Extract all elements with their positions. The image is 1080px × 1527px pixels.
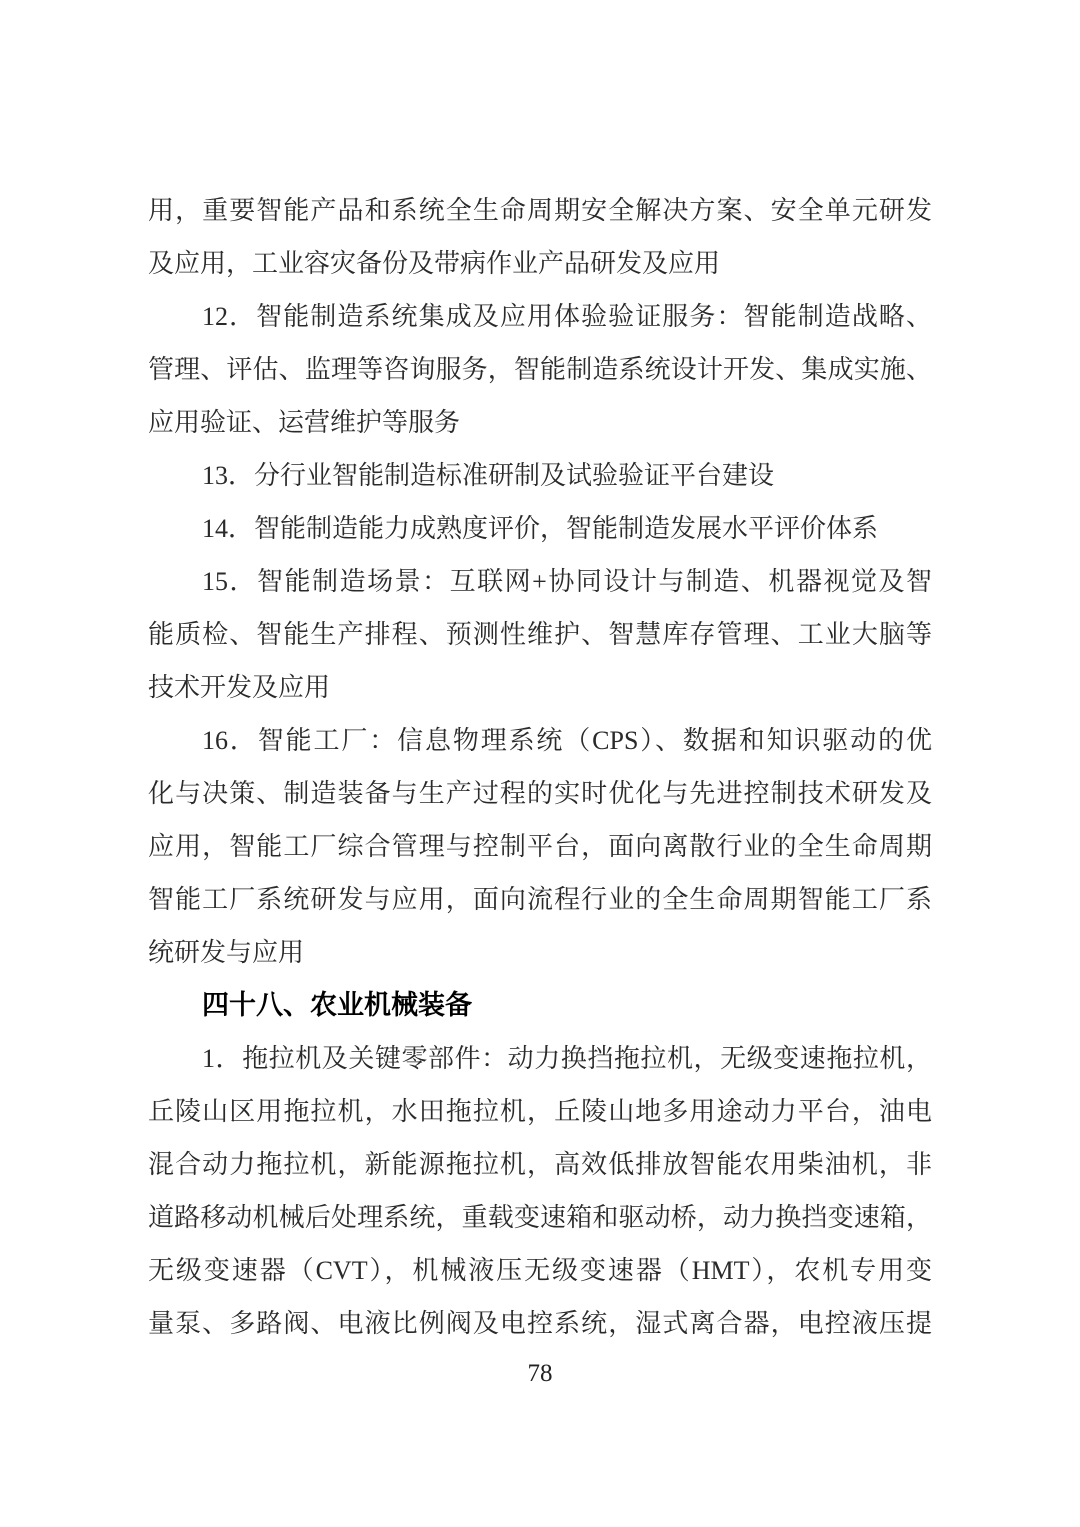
- page-number: 78: [527, 1360, 553, 1387]
- paragraph: [148, 555, 932, 714]
- paragraph: [148, 184, 932, 290]
- paragraph: [148, 449, 932, 502]
- text-line: 量泵、多路阀、电液比例阀及电控系统，湿式离合器，电控液压提: [148, 1309, 932, 1338]
- text-line: 管理、评估、监理等咨询服务，智能制造系统设计开发、集成实施、: [148, 355, 932, 384]
- text-line: 道路移动机械后处理系统，重载变速箱和驱动桥，动力换挡变速箱，: [148, 1203, 932, 1232]
- paragraph: [148, 290, 932, 449]
- text-line: 1．拖拉机及关键零部件：动力换挡拖拉机，无级变速拖拉机，: [202, 1044, 932, 1073]
- section-heading-line: 四十八、农业机械装备: [202, 990, 472, 1020]
- text-line: 15．智能制造场景：互联网+协同设计与制造、机器视觉及智: [202, 567, 932, 596]
- text-line: 12．智能制造系统集成及应用体验验证服务：智能制造战略、: [202, 302, 932, 331]
- text-line: 及应用，工业容灾备份及带病作业产品研发及应用: [148, 249, 721, 278]
- paragraph: [148, 714, 932, 979]
- text-line: 无级变速器（CVT），机械液压无级变速器（HMT），农机专用变: [148, 1256, 932, 1285]
- page-body: [148, 184, 932, 1350]
- text-line: 13．分行业智能制造标准研制及试验验证平台建设: [202, 461, 775, 490]
- text-line: 应用验证、运营维护等服务: [148, 408, 461, 437]
- text-line: 统研发与应用: [148, 938, 305, 967]
- text-line: 丘陵山区用拖拉机，水田拖拉机，丘陵山地多用途动力平台，油电: [148, 1097, 932, 1126]
- page-footer: [0, 1360, 1080, 1388]
- text-line: 智能工厂系统研发与应用，面向流程行业的全生命周期智能工厂系: [148, 885, 932, 914]
- text-line: 应用，智能工厂综合管理与控制平台，面向离散行业的全生命周期: [148, 832, 932, 861]
- paragraph: [148, 1032, 932, 1350]
- text-line: 混合动力拖拉机，新能源拖拉机，高效低排放智能农用柴油机，非: [148, 1150, 932, 1179]
- text-line: 化与决策、制造装备与生产过程的实时优化与先进控制技术研发及: [148, 779, 932, 808]
- text-line: 14．智能制造能力成熟度评价，智能制造发展水平评价体系: [202, 514, 879, 543]
- text-line: 用，重要智能产品和系统全生命周期安全解决方案、安全单元研发: [148, 196, 932, 225]
- paragraph: [148, 502, 932, 555]
- text-line: 能质检、智能生产排程、预测性维护、智慧库存管理、工业大脑等: [148, 620, 932, 649]
- text-line: 16．智能工厂：信息物理系统（CPS）、数据和知识驱动的优: [202, 726, 932, 755]
- section-heading: [148, 979, 932, 1032]
- text-line: 技术开发及应用: [148, 673, 331, 702]
